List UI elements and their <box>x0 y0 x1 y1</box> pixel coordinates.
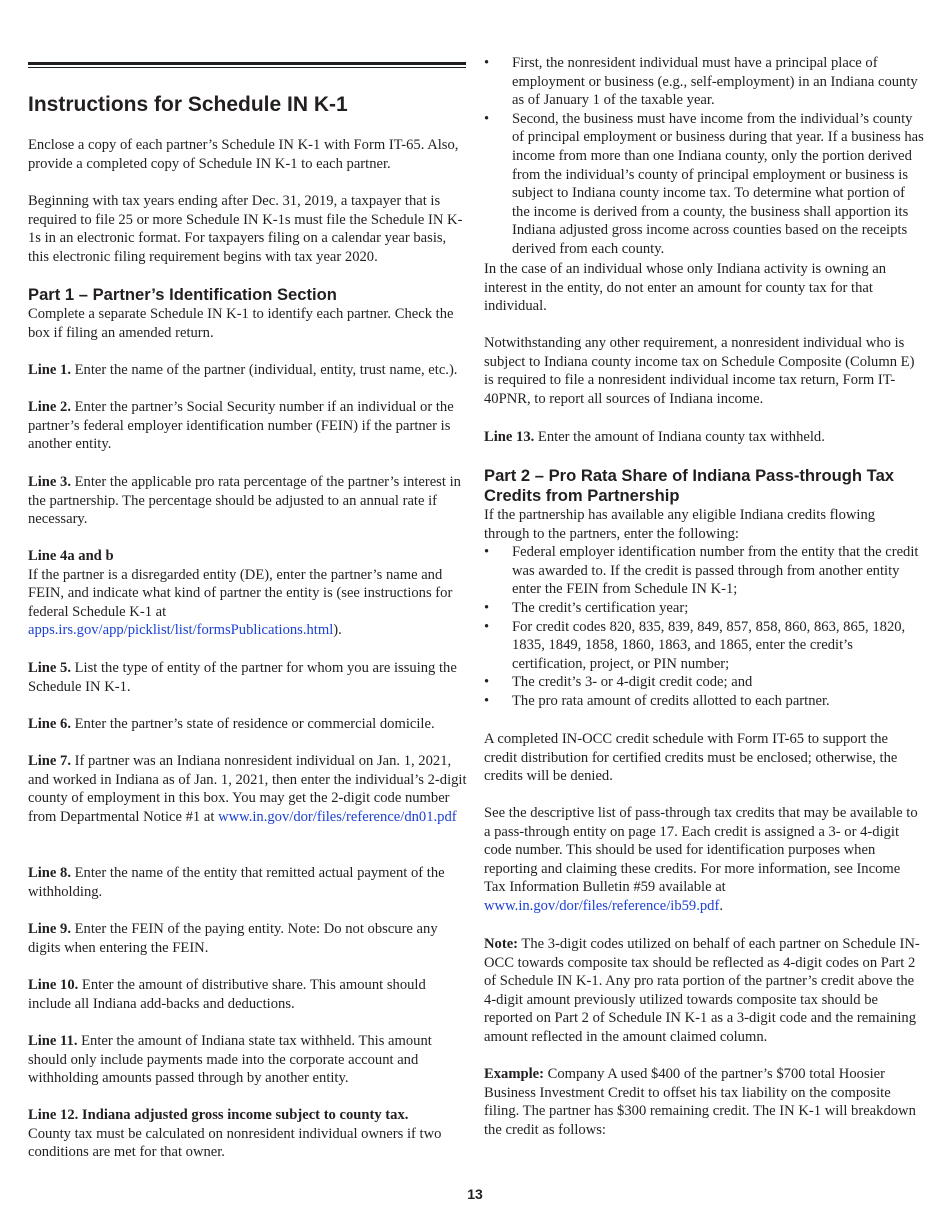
line5-instruction <box>28 659 468 696</box>
line4-text: If the partner is a disregarded entity (DE), enter the partner’s name and FEIN, and indicate what kind of partner the entity is (see instructions for federal Schedule K-1 at <box>28 566 453 620</box>
note-label: Note: <box>484 936 519 952</box>
notwithstanding-paragraph: Notwithstanding any other requirement, a nonresident individual who is subject to Indiana county income tax on Schedule Composite (Column E) is required to file a nonresident individual income tax return, Form IT-40PNR, to report all sources of Indiana income. <box>484 335 915 407</box>
descriptive-end: . <box>719 897 723 914</box>
part2-intro: If the partnership has available any eligible Indiana credits flowing through to the partners, enter the following: <box>484 507 876 542</box>
occ-paragraph: A completed IN-OCC credit schedule with Form IT-65 to support the credit distribution for certified credits must be enclosed; otherwise, the credits will be denied. <box>484 731 898 785</box>
line12-instruction <box>28 1106 468 1162</box>
line9-text: Enter the FEIN of the paying entity. Note: Do not obscure any digits when entering the FEIN. <box>28 921 438 956</box>
line6-text: Enter the partner’s state of residence or commercial domicile. <box>70 716 435 732</box>
line2-text: Enter the partner’s Social Security number if an individual or the partner’s federal employer identification number (FEIN) if the partner is another entity. <box>28 399 454 453</box>
line2-label: Line 2. <box>28 399 71 415</box>
list-item: • Federal employer identification number from the entity that the credit was awarded to. If the credit is passed through from another entity enter the FEIN from Schedule IN K-1; <box>484 543 924 599</box>
page-number: 13 <box>467 1186 483 1202</box>
line7-text: If partner was an Indiana nonresident individual on Jan. 1, 2021, and worked in Indiana as of Jan. 1, 2021, then enter the individual’s 2-digit county of employment in this box. You may get the 2-digit code number from Departmental Notice #1 at <box>28 753 467 825</box>
part1-intro: Complete a separate Schedule IN K-1 to identify each partner. Check the box if filing an amended return. <box>28 306 454 341</box>
ib59-link[interactable]: www.in.gov/dor/files/reference/ib59.pdf <box>484 897 720 914</box>
list-item: • The credit’s certification year; <box>484 599 924 618</box>
line9-label: Line 9. <box>28 921 71 937</box>
line3-instruction <box>28 473 468 529</box>
county-case-paragraph: In the case of an individual whose only Indiana activity is owning an interest in the entity, do not enter an amount for county tax for that individual. <box>484 261 887 315</box>
line13-label: Line 13. <box>484 429 535 445</box>
county-conditions-list <box>484 54 924 259</box>
example-label: Example: <box>484 1066 544 1082</box>
example-paragraph <box>484 1065 924 1139</box>
line2-instruction <box>28 398 468 454</box>
line7-label: Line 7. <box>28 753 71 769</box>
line10-text: Enter the amount of distributive share. This amount should include all Indiana add-backs and deductions. <box>28 977 426 1012</box>
line7-instruction <box>28 752 468 826</box>
intro-paragraph-1: Enclose a copy of each partner’s Schedule IN K-1 with Form IT-65. Also, provide a completed copy of Schedule IN K-1 to each partner. <box>28 137 459 172</box>
line13-instruction <box>484 428 924 447</box>
line1-instruction <box>28 361 468 380</box>
line12-text: County tax must be calculated on nonresident individual owners if two conditions are met for that owner. <box>28 1125 442 1161</box>
line13-text: Enter the amount of Indiana county tax withheld. <box>534 429 825 445</box>
part1-heading: Part 1 – Partner’s Identification Section <box>28 285 337 304</box>
part2-heading: Part 2 – Pro Rata Share of Indiana Pass-through Tax Credits from Partnership <box>484 466 895 505</box>
line8-label: Line 8. <box>28 865 71 881</box>
line3-label: Line 3. <box>28 474 71 490</box>
list-item: • The pro rata amount of credits allotted to each partner. <box>484 692 924 711</box>
line6-instruction <box>28 715 468 734</box>
line4-label: Line 4a and b <box>28 548 114 564</box>
dn01-link[interactable]: www.in.gov/dor/files/reference/dn01.pdf <box>218 808 457 825</box>
line11-label: Line 11. <box>28 1033 78 1049</box>
line8-instruction <box>28 864 468 901</box>
line10-label: Line 10. <box>28 977 79 993</box>
example-text: Company A used $400 of the partner’s $700 total Hoosier Business Investment Credit to offset his tax liability on the composite filing. The partner has $300 remaining credit. The IN K-1 will breakdown the credit as follows: <box>484 1066 916 1138</box>
part2-section <box>484 466 924 711</box>
line4-end: ). <box>333 622 342 639</box>
line12-label: Line 12. Indiana adjusted gross income subject to county tax. <box>28 1107 409 1123</box>
descriptive-paragraph <box>484 804 924 916</box>
irs-picklist-link[interactable]: apps.irs.gov/app/picklist/list/formsPublications.html <box>28 622 334 639</box>
list-item: • First, the nonresident individual must have a principal place of employment or business (e.g., self-employment) in an Indiana county as of January 1 of the taxable year. <box>484 54 924 110</box>
part2-list <box>484 543 924 710</box>
list-item: • Second, the business must have income from the individual’s county of principal employment or business during that year. If a business has income from more than one Indiana county, only the portion derived from the individual’s county of principal employment or business is subject to Indiana county income tax. To determine what portion of the income is derived from a county, the business shall apportion its Indiana adjusted gross income across counties based on the receipts derived from each county. <box>484 110 924 259</box>
intro-paragraph-2: Beginning with tax years ending after Dec. 31, 2019, a taxpayer that is required to file 25 or more Schedule IN K-1s must file the Schedule IN K-1s in an electronic format. For taxpayers filing on a calendar year basis, this electronic filing requirement begins with tax year 2020. <box>28 193 463 265</box>
line9-instruction <box>28 920 468 957</box>
line5-label: Line 5. <box>28 660 71 676</box>
note-text: The 3-digit codes utilized on behalf of each partner on Schedule IN-OCC towards composite tax should be reflected as 4-digit codes on Part 2 of Schedule IN K-1. Any pro rata portion of the partner’s credit above the 4-digit amount previously utilized towards composite tax should be reported on Part 2 of Schedule IN K-1 as a 3-digit code and the remaining amount reflected in the amount claimed column. <box>484 936 920 1045</box>
line1-text: Enter the name of the partner (individual, entity, trust name, etc.). <box>70 362 458 378</box>
line6-label: Line 6. <box>28 716 71 732</box>
list-item: • The credit’s 3- or 4-digit credit code; and <box>484 673 924 692</box>
part1-section <box>28 285 468 342</box>
note-paragraph <box>484 935 924 1047</box>
descriptive-text: See the descriptive list of pass-through tax credits that may be available to a pass-through entity on page 17. Each credit is assigned a 3- or 4-digit code number. This should be used for identification purposes when reporting and claiming these credits. For more information, see Income Tax Information Bulletin #59 available at <box>484 805 918 896</box>
top-rule <box>28 62 466 65</box>
line3-text: Enter the applicable pro rata percentage of the partner’s interest in the partnership. The percentage should be adjusted to an annual rate if necessary. <box>28 474 461 528</box>
list-item: • For credit codes 820, 835, 839, 849, 857, 858, 860, 863, 865, 1820, 1835, 1849, 1858, 1860, 1863, and 1865, enter the credit’s certification, project, or PIN number; <box>484 618 924 674</box>
line10-instruction <box>28 976 468 1013</box>
line1-label: Line 1. <box>28 362 71 378</box>
line11-text: Enter the amount of Indiana state tax withheld. This amount should only include payments made into the corporate account and withholding amounts passed through by another entity. <box>28 1033 432 1087</box>
line8-text: Enter the name of the entity that remitted actual payment of the withholding. <box>28 865 445 900</box>
line11-instruction <box>28 1032 468 1088</box>
line4-instruction <box>28 547 468 640</box>
line5-text: List the type of entity of the partner for whom you are issuing the Schedule IN K-1. <box>28 660 457 695</box>
page-title: Instructions for Schedule IN K-1 <box>28 93 348 116</box>
